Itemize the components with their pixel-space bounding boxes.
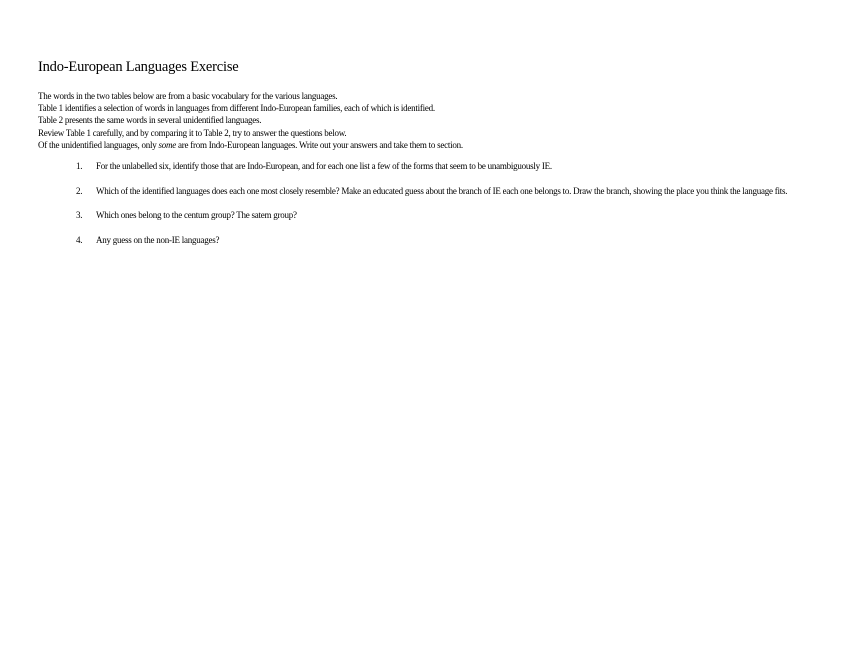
intro-line-1: The words in the two tables below are from a basic vocabulary for the various languages. (38, 91, 338, 101)
question-item (38, 160, 796, 172)
intro-paragraph (38, 90, 818, 151)
intro-line-3: Table 2 presents the same words in several unidentified languages. (38, 115, 262, 126)
question-text: Which of the identified languages does each one most closely resemble? Make an educated guess about the branch of IE each one belongs to. Draw the branch, showing the place you think the language fits. (96, 185, 788, 196)
intro-line-5-end: are from Indo-European languages. Write out your answers and take them to section. (175, 139, 463, 150)
question-item (38, 234, 796, 246)
question-text: For the unlabelled six, identify those that are Indo-European, and for each one list a few of the forms that seem to be unambiguously IE. (96, 161, 552, 172)
intro-line-5-emphasis: some (158, 139, 176, 150)
question-list (38, 160, 818, 246)
question-text: Any guess on the non-IE languages? (96, 234, 220, 245)
question-item (38, 185, 796, 197)
question-number: 2. (76, 185, 83, 196)
question-number: 3. (76, 210, 83, 221)
question-text: Which ones belong to the centum group? The satem group? (96, 210, 297, 221)
document-page (38, 58, 818, 258)
intro-line-2: Table 1 identifies a selection of words in languages from different Indo-European families, each of which is identified. (38, 103, 435, 114)
question-number: 4. (76, 234, 83, 245)
intro-line-5 (38, 139, 818, 151)
document-title: Indo-European Languages Exercise (38, 59, 239, 75)
question-number: 1. (76, 161, 83, 172)
intro-line-5-start: Of the unidentified languages, only (38, 139, 159, 150)
question-item (38, 209, 796, 221)
intro-line-4: Review Table 1 carefully, and by comparing it to Table 2, try to answer the questions below. (38, 127, 347, 138)
